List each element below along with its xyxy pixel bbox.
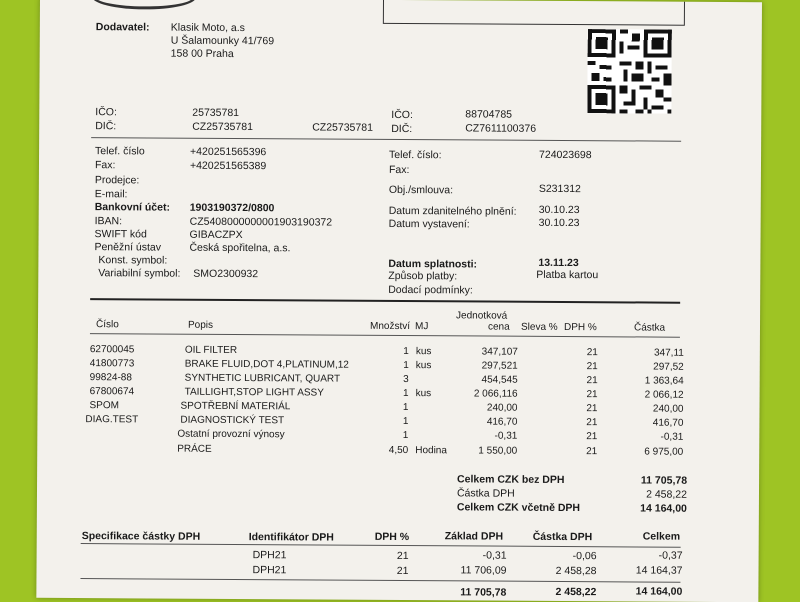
const-symbol-label: Konst. symbol: [98, 254, 168, 267]
row-amount: 2 066,12 [644, 389, 684, 401]
fax-label: Fax: [94, 159, 116, 172]
row-unit: kus [415, 388, 432, 400]
left-ico-label: IČO: [95, 106, 117, 119]
left-dic-label: DIČ: [95, 120, 117, 133]
row-desc: PRÁCE [177, 443, 212, 455]
row-price: 240,00 [486, 402, 518, 414]
customer-phone: 724023698 [539, 148, 592, 162]
total-net-label: Celkem CZK bez DPH [457, 473, 565, 487]
row-qty: 1 [402, 430, 409, 442]
phone: +420251565396 [190, 145, 267, 159]
right-dic-label: DIČ: [391, 122, 413, 136]
right-ico: 88704785 [465, 108, 513, 121]
left-ico: 25735781 [192, 106, 240, 120]
left-dic: CZ25735781 [192, 120, 253, 134]
row-number: 62700045 [89, 344, 135, 356]
vat-spec-sum-base: 11 705,78 [460, 586, 507, 599]
supplier-street: U Šalamounky 41/769 [170, 34, 275, 48]
col-amount: Částka [633, 322, 666, 334]
row-qty: 3 [403, 374, 409, 386]
row-desc: TAILLIGHT,STOP LIGHT ASSY [184, 386, 324, 399]
qr-code [587, 29, 672, 114]
bank-account: 1903190372/0800 [189, 201, 275, 215]
swift-label: SWIFT kód [94, 228, 147, 241]
issued-date-label: Datum vystavení: [388, 217, 470, 231]
invoice-paper [36, 0, 762, 602]
seller-label: Prodejce: [94, 174, 140, 187]
row-price: 416,70 [486, 416, 518, 428]
left-dic-2: CZ25735781 [312, 121, 373, 134]
row-amount: 347,11 [653, 347, 684, 359]
col-qty: Množství [369, 320, 411, 333]
fax: +420251565389 [189, 159, 267, 173]
issued-date: 30.10.23 [538, 216, 580, 230]
row-desc: DIAGNOSTICKÝ TEST [180, 414, 285, 427]
row-vat: 21 [586, 375, 598, 387]
row-vat: 21 [586, 431, 598, 443]
row-vat: 21 [586, 347, 598, 359]
row-amount: 1 363,64 [644, 375, 684, 387]
var-symbol: SMO2300932 [193, 267, 259, 281]
row-price: 2 066,116 [473, 388, 518, 400]
institution-label: Peněžní ústav [94, 241, 162, 254]
row-vat: 21 [586, 446, 598, 458]
col-number: Číslo [95, 319, 119, 331]
divider-1 [91, 137, 681, 142]
vat-spec-amount: -0,06 [572, 550, 597, 563]
row-price: 454,545 [481, 374, 518, 386]
supplier-city: 158 00 Praha [170, 47, 234, 60]
vat-spec-header-rule [81, 543, 681, 548]
row-desc: BRAKE FLUID,DOT 4,PLATINUM,12 [184, 358, 349, 371]
vat-spec-sum-total: 14 164,00 [635, 585, 683, 598]
row-amount: -0,31 [660, 431, 684, 443]
due-date: 13.11.23 [538, 256, 579, 270]
vat-spec-id: DPH21 [252, 564, 287, 577]
header-box [383, 0, 685, 26]
col-vat: DPH % [563, 322, 597, 334]
row-price: -0,31 [494, 430, 518, 442]
row-unit: kus [415, 346, 432, 358]
vat-spec-col-base: Základ DPH [444, 530, 504, 543]
row-desc: SYNTHETIC LUBRICANT, QUART [184, 372, 341, 385]
vat-spec-col-amount: Částka DPH [532, 530, 593, 544]
row-number: SPOM [89, 400, 120, 412]
order: S231312 [538, 182, 581, 196]
row-qty: 1 [403, 360, 409, 372]
var-symbol-label: Variabilní symbol: [98, 267, 181, 280]
table-top-rule [90, 298, 680, 304]
col-unit-price-1: Jednotková [456, 310, 508, 322]
swift: GIBACZPX [189, 228, 243, 242]
supplier-label: Dodavatel: [95, 21, 150, 34]
total-gross: 14 164,00 [640, 502, 687, 515]
delivery-label: Dodací podmínky: [388, 283, 473, 297]
row-number: DIAG.TEST [85, 414, 139, 426]
row-vat: 21 [586, 389, 598, 401]
vat-spec-col-rate: DPH % [374, 530, 410, 544]
vat-spec-col-total: Celkem [642, 530, 681, 543]
vat-spec-title: Specifikace částky DPH [81, 530, 201, 543]
vat-spec-sum-amount: 2 458,22 [555, 585, 597, 599]
row-amount: 6 975,00 [644, 446, 684, 458]
vat-spec-base: -0,31 [482, 549, 507, 562]
vat-spec-total: 14 164,37 [635, 564, 683, 577]
taxable-date: 30.10.23 [538, 203, 580, 217]
taxable-date-label: Datum zdanitelného plnění: [388, 204, 517, 218]
row-vat: 21 [586, 417, 598, 429]
row-unit: Hodina [415, 445, 447, 457]
col-discount: Sleva % [520, 321, 558, 333]
vat-spec-base: 11 706,09 [460, 564, 507, 577]
right-ico-label: IČO: [391, 108, 413, 122]
order-label: Obj./smlouva: [388, 183, 454, 197]
row-number: 41800773 [89, 358, 135, 370]
table-header-rule [90, 333, 680, 338]
iban: CZ5408000000001903190372 [189, 215, 333, 229]
row-price: 1 550,00 [478, 445, 518, 457]
total-gross-label: Celkem CZK včetně DPH [456, 501, 581, 515]
company-logo [92, 0, 196, 10]
bank-label: Bankovní účet: [94, 201, 171, 214]
row-number: 67800674 [89, 386, 135, 398]
vat-spec-total: -0,37 [658, 549, 683, 562]
col-unit-price-2: cena [487, 321, 510, 333]
col-desc: Popis [187, 319, 214, 331]
payment: Platba kartou [536, 268, 599, 282]
row-amount: 297,52 [653, 361, 684, 373]
row-unit: kus [415, 360, 432, 372]
row-desc: OIL FILTER [184, 344, 238, 357]
institution: Česká spořitelna, a.s. [189, 241, 291, 255]
customer-fax-label: Fax: [388, 163, 410, 177]
row-vat: 21 [586, 403, 598, 415]
row-price: 297,521 [481, 360, 518, 372]
col-unit: MJ [414, 321, 429, 333]
total-vat-label: Částka DPH [456, 487, 515, 500]
row-amount: 416,70 [652, 417, 684, 429]
row-amount: 240,00 [652, 403, 684, 415]
total-net: 11 705,78 [640, 474, 688, 487]
total-vat: 2 458,22 [646, 488, 688, 501]
row-number: 99824-88 [89, 372, 132, 384]
vat-spec-col-id: Identifikátor DPH [248, 531, 334, 544]
vat-spec-id: DPH21 [252, 549, 287, 562]
row-qty: 1 [402, 416, 409, 428]
iban-label: IBAN: [94, 215, 123, 228]
row-desc: SPOTŘEBNÍ MATERIÁL [180, 400, 291, 413]
email-label: E-mail: [94, 188, 128, 201]
vat-spec-rate: 21 [396, 549, 409, 563]
vat-spec-sum-rule [80, 578, 680, 583]
right-dic: CZ7611100376 [465, 122, 537, 135]
vat-spec-amount: 2 458,28 [555, 564, 597, 578]
phone-label: Telef. číslo [95, 145, 145, 158]
row-qty: 1 [402, 402, 409, 414]
row-qty: 1 [403, 346, 409, 358]
row-price: 347,107 [481, 346, 518, 358]
row-qty: 4,50 [388, 444, 409, 457]
vat-spec-rate: 21 [396, 564, 409, 578]
due-date-label: Datum splatnosti: [388, 257, 478, 271]
customer-phone-label: Telef. číslo: [389, 148, 442, 162]
row-qty: 1 [403, 388, 409, 400]
row-vat: 21 [586, 361, 598, 373]
supplier-name: Klasik Moto, a.s [170, 21, 245, 35]
payment-label: Způsob platby: [388, 269, 458, 283]
row-desc: Ostatní provozní výnosy [177, 428, 285, 441]
